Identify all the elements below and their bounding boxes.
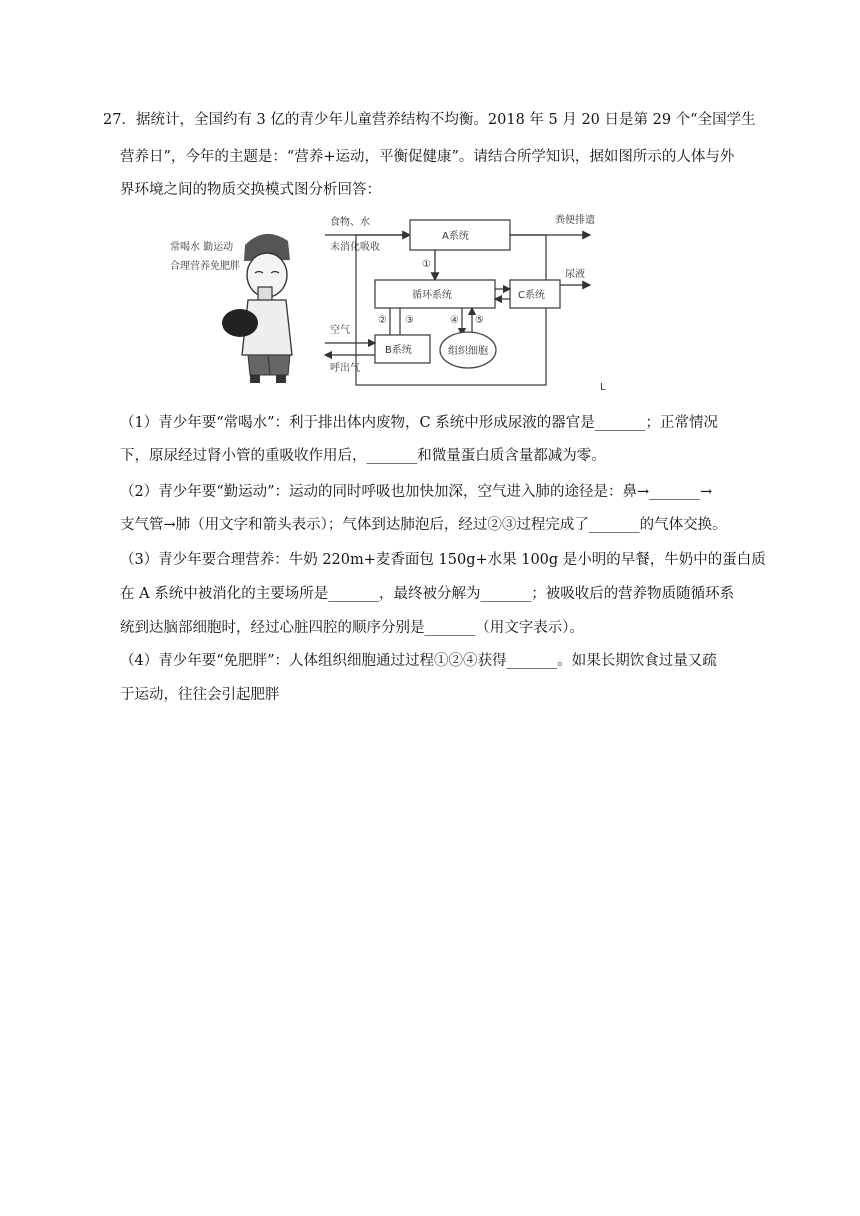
answer-line-4: 支气管→肺（用文字和箭头表示）；气体到达肺泡后，经过②③过程完成了_______的气体交换。 [120, 517, 727, 533]
process-5: ⑤ [475, 315, 484, 326]
answer-line-5: （3）青少年要合理营养：牛奶 220m+麦香面包 150g+水果 100g 是小明的早餐，牛奶中的蛋白质 [120, 552, 766, 568]
answer-line-1: （1）青少年要“常喝水”：利于排出体内废物，C 系统中形成尿液的器官是_______；正常情况 [120, 415, 719, 431]
question-line-2: 营养日”，今年的主题是：“营养+运动，平衡促健康”。请结合所学知识，据如图所示的人体与外 [120, 149, 735, 165]
tissue-cells-oval: 组织细胞 [448, 346, 488, 357]
child-label-1: 常喝水 勤运动 [170, 242, 234, 253]
question-line-1: 27．据统计，全国约有 3 亿的青少年儿童营养结构不均衡。2018 年 5 月 20 日是第 29 个“全国学生 [103, 112, 756, 128]
circulatory-system-box: 循环系统 [412, 290, 452, 301]
air-in-label: 空气 [330, 325, 350, 336]
answer-line-7: 统到达脑部细胞时，经过心脏四腔的顺序分别是_______（用文字表示）。 [120, 620, 584, 636]
a-system-box: A系统 [442, 231, 469, 242]
material-exchange-diagram [150, 205, 610, 395]
unabsorbed-label: 未消化吸收 [330, 242, 380, 253]
process-4: ④ [450, 315, 459, 326]
process-2: ② [378, 315, 387, 326]
answer-line-6: 在 A 系统中被消化的主要场所是_______，最终被分解为_______；被吸收后的营养物质随循环系 [120, 586, 735, 602]
corner-mark: L [600, 382, 606, 393]
answer-line-8: （4）青少年要“免肥胖”：人体组织细胞通过过程①②④获得_______。如果长期饮食过量又疏 [120, 653, 717, 669]
food-water-label: 食物、水 [330, 217, 370, 228]
urine-label: 尿液 [565, 269, 585, 280]
answer-line-3: （2）青少年要“勤运动”：运动的同时呼吸也加快加深，空气进入肺的途径是：鼻→_______→ [120, 484, 713, 500]
air-out-label: 呼出气 [330, 363, 360, 374]
question-line-3: 界环境之间的物质交换模式图分析回答： [120, 182, 381, 198]
answer-line-2: 下，原尿经过肾小管的重吸收作用后，_______和微量蛋白质含量都减为零。 [120, 448, 606, 464]
waste-label: 粪便排遗 [555, 215, 595, 226]
b-system-box: B系统 [385, 345, 412, 356]
child-label-2: 合理营养免肥胖 [170, 261, 240, 272]
process-1: ① [422, 259, 431, 270]
answer-line-9: 于运动，往往会引起肥胖 [120, 687, 280, 703]
process-3: ③ [405, 315, 414, 326]
child-drinking-illustration [170, 234, 292, 383]
c-system-box: C系统 [518, 290, 545, 301]
